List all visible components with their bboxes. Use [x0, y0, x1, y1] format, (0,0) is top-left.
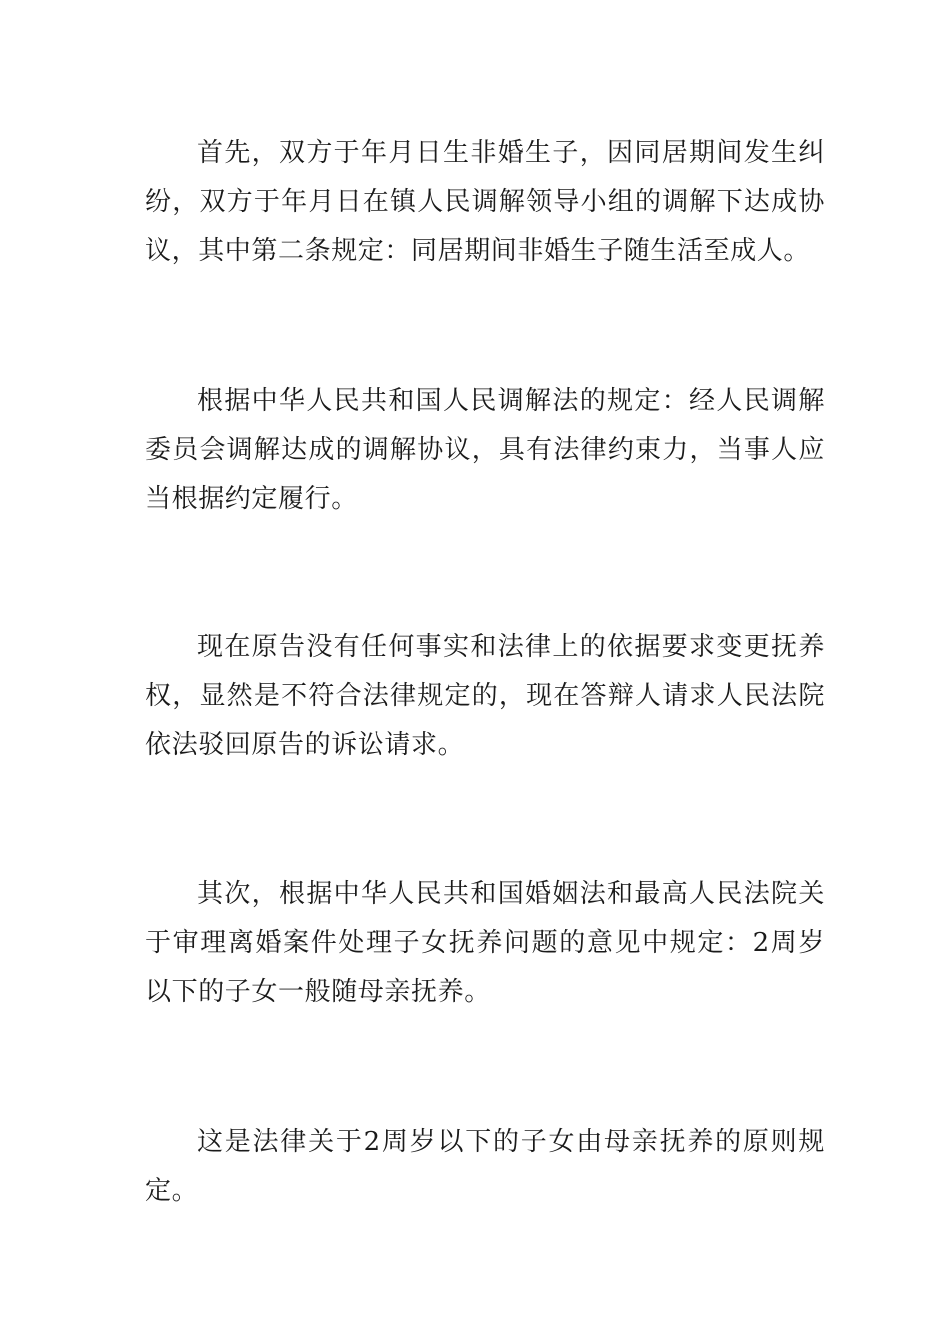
paragraph-5: 这是法律关于2周岁以下的子女由母亲抚养的原则规定。: [145, 1127, 825, 1206]
paragraph-2: 根据中华人民共和国人民调解法的规定：经人民调解委员会调解达成的调解协议，具有法律约束力，当事人应当根据约定履行。: [145, 386, 825, 514]
paragraph-3: 现在原告没有任何事实和法律上的依据要求变更抚养权，显然是不符合法律规定的，现在答辩人请求人民法院依法驳回原告的诉讼请求。: [145, 632, 825, 760]
paragraph-4: 其次，根据中华人民共和国婚姻法和最高人民法院关于审理离婚案件处理子女抚养问题的意见中规定：2周岁以下的子女一般随母亲抚养。: [145, 879, 825, 1007]
paragraph-1: 首先，双方于年月日生非婚生子，因同居期间发生纠纷，双方于年月日在镇人民调解领导小组的调解下达成协议，其中第二条规定：同居期间非婚生子随生活至成人。: [145, 138, 825, 266]
